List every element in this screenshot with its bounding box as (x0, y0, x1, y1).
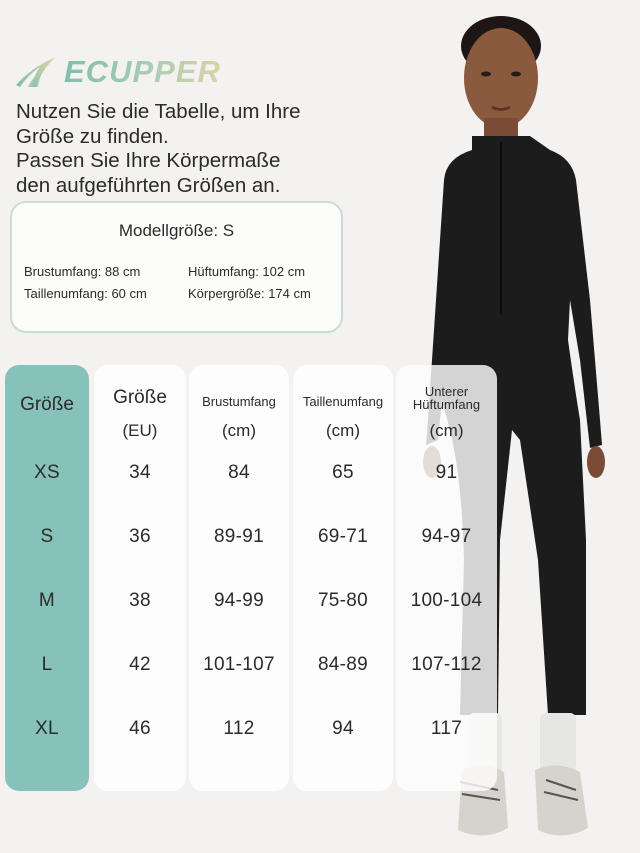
table-cell: 100-104 (410, 590, 483, 611)
table-cell: 94 (332, 718, 354, 739)
column-header: Taillenumfang (302, 394, 384, 409)
column-header: Größe (20, 394, 74, 415)
column-header: Brustumfang (202, 394, 276, 409)
model-size-card (10, 201, 343, 333)
model-size-title: Modellgröße: S (118, 221, 235, 240)
table-cell: 101-107 (203, 654, 275, 675)
intro-line: Nutzen Sie die Tabelle, um Ihre (16, 100, 301, 123)
model-height: Körpergröße: 174 cm (188, 286, 311, 301)
table-cell: 89-91 (213, 526, 265, 547)
model-waist: Taillenumfang: 60 cm (24, 286, 147, 301)
table-cell: M (38, 590, 56, 611)
table-cell: 94-97 (421, 526, 472, 547)
table-cell: XS (34, 462, 60, 483)
table-cell: 84 (228, 462, 250, 483)
table-cell: 112 (223, 718, 255, 739)
model-chest: Brustumfang: 88 cm (24, 264, 141, 279)
table-cell: S (40, 526, 54, 547)
intro-line: Größe zu finden. (16, 124, 169, 148)
table-cell: 84-89 (317, 654, 369, 675)
table-cell: 42 (129, 654, 151, 675)
swoosh-logo-icon (14, 55, 58, 89)
table-cell: XL (35, 718, 59, 739)
chest-column (189, 365, 289, 791)
table-cell: 94-99 (213, 590, 265, 611)
column-header: Größe (113, 387, 167, 408)
table-cell: 65 (332, 462, 354, 483)
table-cell: 117 (430, 718, 463, 739)
column-unit: (cm) (326, 421, 360, 440)
intro-text (16, 100, 376, 198)
brand-name: ECUPPER (64, 54, 221, 89)
table-cell: 91 (435, 462, 458, 483)
brand-logo (14, 54, 221, 90)
table-cell: 69-71 (317, 526, 369, 547)
column-header-line2: Hüftumfang (412, 397, 481, 412)
eu-size-column (94, 365, 186, 791)
table-cell: 36 (129, 526, 151, 547)
model-hip: Hüftumfang: 102 cm (188, 264, 306, 279)
waist-column (293, 365, 393, 791)
table-cell: 34 (129, 462, 151, 483)
table-cell: 107-112 (411, 654, 482, 675)
size-column (5, 365, 89, 791)
table-cell: 75-80 (317, 590, 369, 611)
table-cell: 38 (129, 590, 151, 611)
hip-column (396, 365, 497, 791)
column-unit: (EU) (122, 421, 158, 440)
intro-line: Passen Sie Ihre Körpermaße (16, 149, 281, 172)
column-header-line1: Unterer (424, 384, 469, 399)
column-unit: (cm) (222, 421, 256, 440)
column-unit: (cm) (429, 421, 464, 440)
table-cell: 46 (129, 718, 151, 739)
intro-line: den aufgeführten Größen an. (16, 173, 281, 197)
table-cell: L (41, 654, 53, 675)
